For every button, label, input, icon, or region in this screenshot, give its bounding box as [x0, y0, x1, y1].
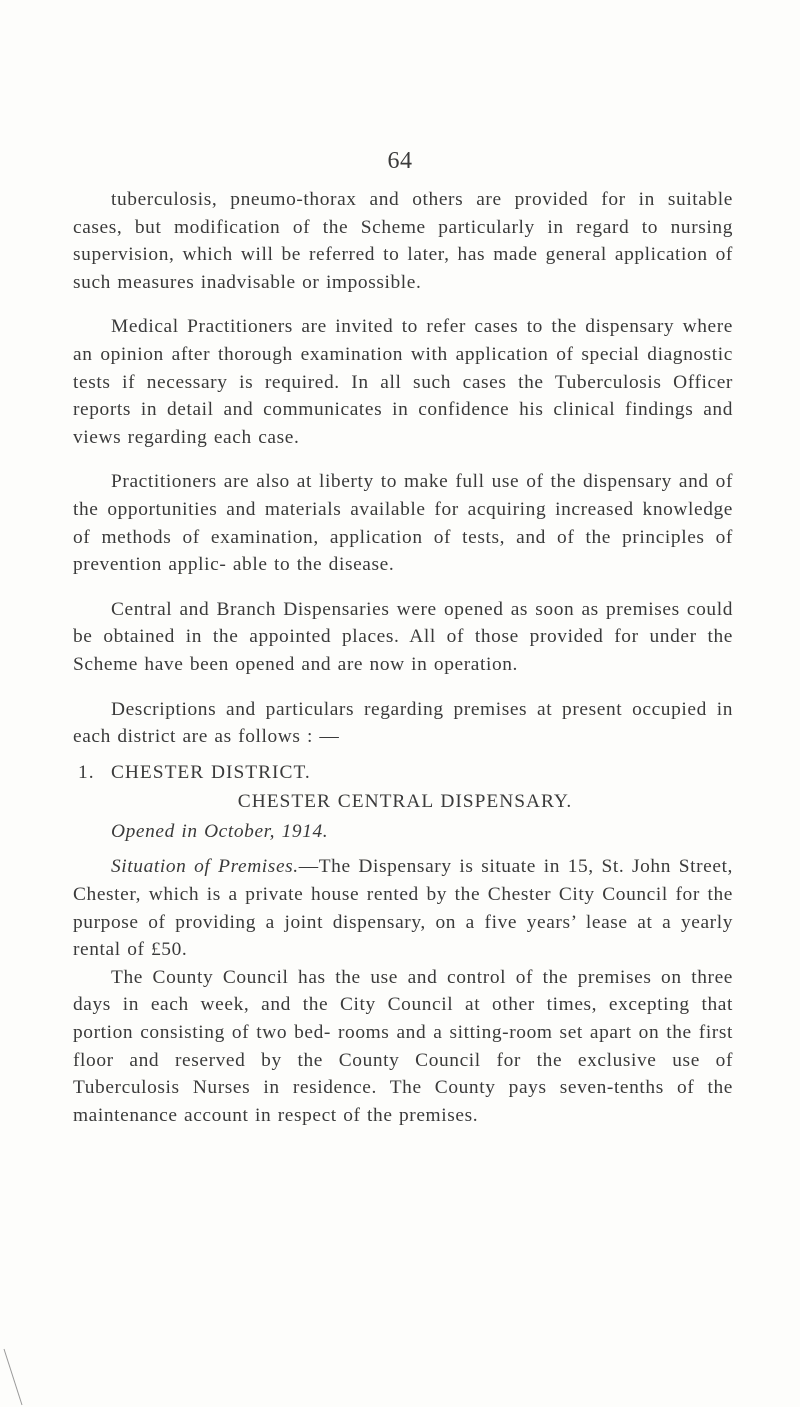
district-number: 1. [78, 761, 95, 783]
dispensary-heading: CHESTER CENTRAL DISPENSARY. [237, 791, 573, 813]
document-body [73, 186, 733, 1146]
paragraph: Central and Branch Dispensaries were opened as soon as premises could be obtained in the appointed places. All of those provided for under the Scheme have been opened and are now in operation. [73, 598, 733, 675]
situation-text: —The Dispensary is situate in 15, St. John Street, Chester, which is a private house rented by the Chester City Council for the purpose of providing a joint dispensary, on a five years’ lease at a yearly rental of £50. [73, 856, 734, 961]
paragraph: Medical Practitioners are invited to refer cases to the dispensary where an opinion after thorough examination with application of special diagnostic tests if necessary is required. In all such cases the Tuberculosis Officer reports in detail and communicates in confidence his clinical findings and views regarding each case. [73, 316, 733, 448]
situation-lead: Situation of Premises. [111, 856, 299, 878]
paragraph: Descriptions and particulars regarding premises at present occupied in each district are as follows : — [73, 698, 733, 748]
opened-date: Opened in October, 1914. [111, 820, 329, 842]
district-heading [73, 759, 733, 787]
scan-edge-mark [0, 1347, 30, 1407]
paragraph: tuberculosis, pneumo-thorax and others are provided for in suitable cases, but modification of the Scheme particularly in regard to nursing supervision, which will be referred to later, has made general application of such measures inadvisable or impossible. [73, 189, 733, 293]
paragraph: Practitioners are also at liberty to make full use of the dispensary and of the opportunities and materials available for acquiring increased knowledge of methods of examination, application of tests, and of the principles of prevention applic- able to the disease. [73, 471, 733, 576]
situation-paragraph [73, 853, 733, 963]
district-name: CHESTER DISTRICT. [111, 761, 311, 783]
page-number: 64 [387, 148, 413, 174]
county-council-paragraph: The County Council has the use and control of the premises on three days in each week, and the City Council at other times, excepting that portion consisting of two bed- rooms and a sitting-room set apart on the first floor and reserved by the County Council for the exclusive use of Tuberculosis Nurses in residence. The County pays seven-tenths of the maintenance account in respect of the premises. [73, 966, 733, 1126]
